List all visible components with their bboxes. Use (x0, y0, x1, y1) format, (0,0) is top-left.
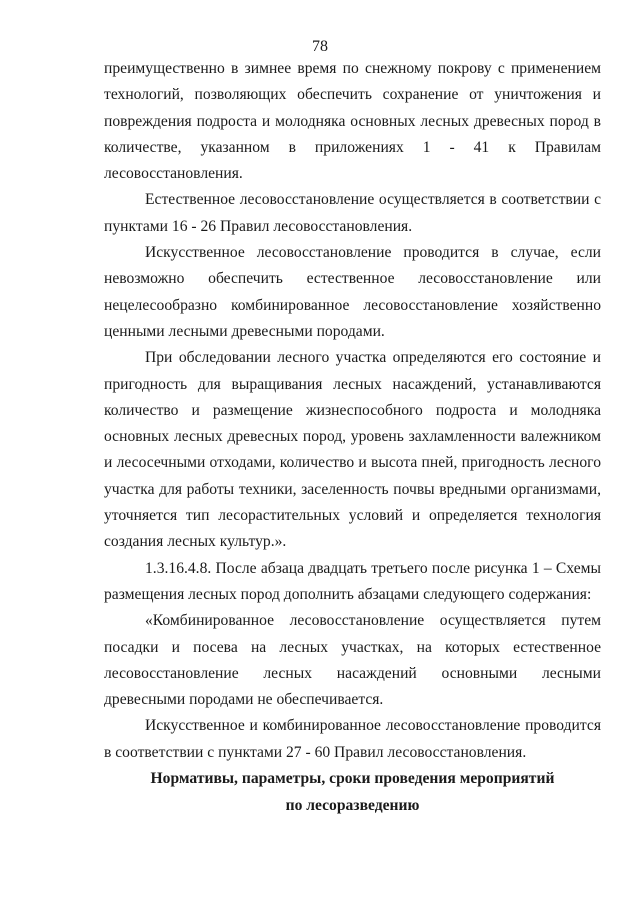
page-number: 78 (312, 38, 328, 55)
section-heading (104, 766, 601, 819)
paragraph: Искусственное лесовосстановление проводится в случае, если невозможно обеспечить естественное лесовосстановление или нецелесообразно комбинированное лесовосстановление хозяйственно ценными лесными древесными породами. (104, 244, 601, 340)
paragraph: При обследовании лесного участка определяются его состояние и пригодность для выращивания лесных насаждений, устанавливаются количество и размещение жизнеспособного подроста и молодняка основных лесных древесных пород, уровень захламленности валежником и лесосечными отходами, количество и высота пней, пригодность лесного участка для работы техники, заселенность почвы вредными организмами, уточняется тип лесорастительных условий и определяется технология создания лесных культур.». (104, 349, 601, 551)
paragraph-quote: «Комбинированное лесовосстановление осуществляется путем посадки и посева на лесных участках, на которых естественное лесовосстановление лесных насаждений основными лесными древесными породами не обеспечивается. (104, 612, 601, 709)
heading-line-1: Нормативы, параметры, сроки проведения мероприятий (150, 770, 555, 788)
paragraph-amendment: 1.3.16.4.8. После абзаца двадцать третьего после рисунка 1 – Схемы размещения лесных пород дополнить абзацами следующего содержания: (104, 559, 601, 603)
paragraph-continuation: преимущественно в зимнее время по снежному покрову с применением технологий, позволяющих обеспечить сохранение от уничтожения и повреждения подроста и молодняка основных лесных древесных пород в количестве, указанном в приложениях 1 - 41 к Правилам лесовосстановления. (104, 60, 601, 183)
paragraph: Искусственное и комбинированное лесовосстановление проводится в соответствии с пунктами 27 - 60 Правил лесовосстановления. (104, 717, 601, 761)
heading-line-2: по лесоразведению (285, 796, 420, 814)
paragraph: Естественное лесовосстановление осуществляется в соответствии с пунктами 16 - 26 Правил лесовосстановления. (104, 191, 601, 235)
document-body (104, 56, 601, 819)
